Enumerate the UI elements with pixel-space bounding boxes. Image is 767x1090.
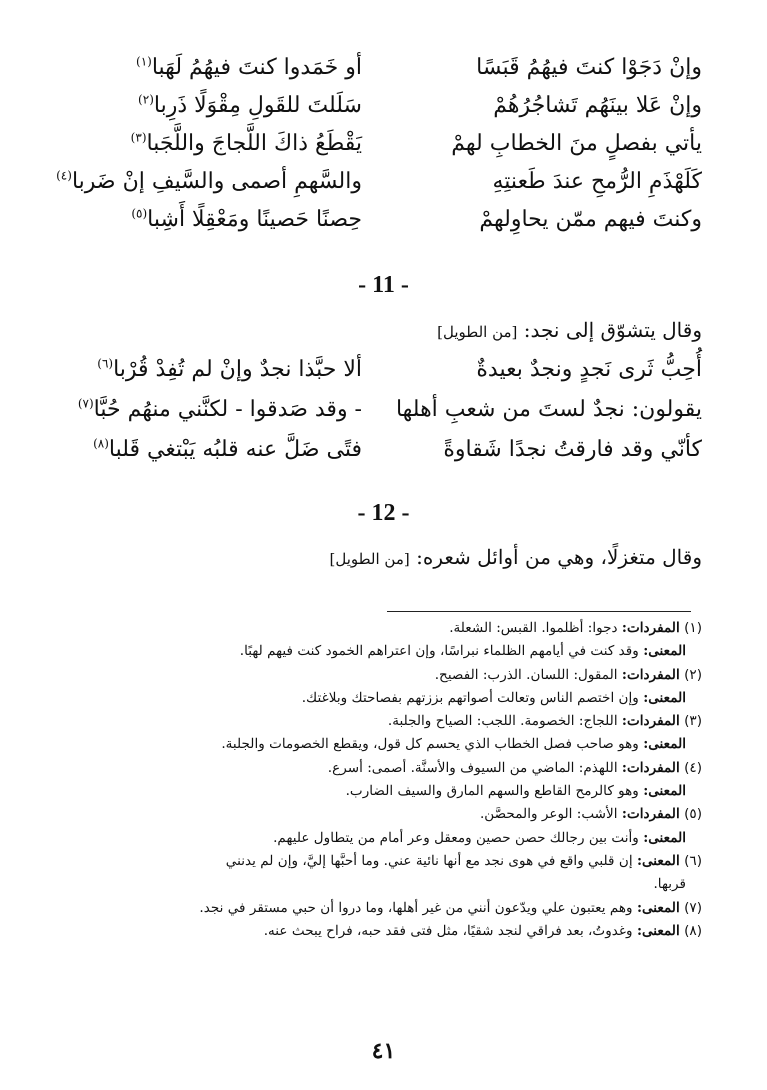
footnote: المعنى: وهو صاحب فصل الخطاب الذي يحسم كل قول، ويقطع الخصومات والجلبة. xyxy=(221,736,686,753)
verse-second-hemistich: ألا حبَّذا نجدٌ وإنْ لم تُفِدْ قُرْبا$^{(٦)}$ xyxy=(97,356,362,382)
footnote: (١) المفردات: دجوا: أظلموا. القبس: الشعلة. xyxy=(449,620,702,636)
footnote: (٨) المعنى: وغدوتُ، بعد فراقي لنجد شقيًا، مثل فتى فقد حبه، فراح يبحث عنه. xyxy=(263,922,702,939)
footnote: المعنى: وقد كنت في أيامهم الظلماء نبراسًا، وإن اعتراهم الخمود كنت فيهم لهبًا. xyxy=(239,643,686,660)
verse xyxy=(56,162,702,202)
verse xyxy=(62,86,702,126)
verse xyxy=(62,200,702,240)
footnote: المعنى: وأنت بين رجالك حصن حصين ومعقل وعر أمام من يتطاول عليهم. xyxy=(273,829,686,846)
page-number: ٤١ xyxy=(371,1038,396,1064)
verse xyxy=(62,48,702,88)
footnote-marker: (٨) xyxy=(93,436,109,451)
verse-first-hemistich: يأتي بفصلٍ منَ الخطابِ لهمْ xyxy=(451,131,702,156)
verse-second-hemistich: سَلَلتَ للقَولِ مِقْوَلًا ذَرِبا$^{(٢)}$ xyxy=(138,92,362,118)
footnote: (٦) المعنى: إن قلبي واقع في هوى نجد مع أنها نائية عني. وما أحبَّها إليَّ، وإن لم يدنني xyxy=(225,852,702,869)
footnote-marker: (٢) xyxy=(138,92,154,107)
footnote: (٧) المعنى: وهم يعتبون علي ويدّعون أنني من غير أهلها، وما دروا أن حبي مستقر في نجد. xyxy=(199,899,702,916)
footnote-divider xyxy=(387,611,691,612)
verse-first-hemistich: أُحِبُّ ثَرى نَجدٍ ونجدٌ بعيدةٌ xyxy=(476,357,702,382)
footnote: (٢) المفردات: المقول: اللسان. الذرب: الفصيح. xyxy=(434,666,702,683)
verse-first-hemistich: وإنْ دَجَوْا كنتَ فيهُمُ قَبَسًا xyxy=(476,55,702,80)
verse-second-hemistich: حِصنًا حَصينًا ومَعْقِلًا أَشِبا$^{(٥)}$ xyxy=(131,206,362,232)
footnote: قربها. xyxy=(653,876,686,893)
footnote: (٤) المفردات: اللهذم: الماضي من السيوف والأسنَّة. أصمى: أسرع. xyxy=(327,759,702,776)
verse-second-hemistich: - وقد صَدقوا - لكنَّني منهُم حُبَّا$^{(٧)}$ xyxy=(77,396,362,422)
footnote-marker: (١) xyxy=(136,54,152,69)
footnote: (٥) المفردات: الأشب: الوعر والمحصَّن. xyxy=(479,806,702,823)
footnote: المعنى: وهو كالرمح القاطع والسهم المارق والسيف الضارب. xyxy=(345,783,686,800)
footnote: المعنى: وإن اختصم الناس وتعالت أصواتهم بززتهم بفصاحتك وبلاغتك. xyxy=(301,689,686,706)
meter-label: [من الطويل] xyxy=(437,323,518,341)
footnote: (٣) المفردات: اللجاج: الخصومة. اللجب: الصياح والجلبة. xyxy=(387,713,702,730)
footnote-marker: (٤) xyxy=(56,168,72,183)
section-number-12: - 12 - xyxy=(357,500,410,526)
verse-first-hemistich: يقولون: نجدٌ لستَ من شعبِ أهلها xyxy=(395,397,702,422)
verse-second-hemistich: أو خَمَدوا كنتَ فيهُمُ لَهَبا$^{(١)}$ xyxy=(136,54,362,80)
verse-first-hemistich: وكنتَ فيهم ممّن يحاوِلهمْ xyxy=(479,207,702,232)
meter-label: [من الطويل] xyxy=(329,550,410,568)
verse-first-hemistich: كأنّي وقد فارقتُ نجدًا شَقاوةً xyxy=(443,437,702,462)
footnote-marker: (٣) xyxy=(130,130,147,145)
section-number-11: - 11 - xyxy=(358,272,409,298)
verse-first-hemistich: كَلَهْذَمِ الرُّمحِ عندَ طَعنتِهِ xyxy=(492,169,702,194)
verse xyxy=(62,124,702,164)
verse xyxy=(62,390,702,430)
verse-second-hemistich: والسَّهمِ أصمى والسَّيفِ إنْ ضَربا$^{(٤)}$ xyxy=(56,168,362,194)
verse xyxy=(62,430,702,470)
verse-second-hemistich: فتًى ضَلَّ عنه قلبُه يَبْتغي قَلبا$^{(٨)}$ xyxy=(93,436,362,462)
poem-intro-11: وقال يتشوّق إلى نجد: [من الطويل] xyxy=(437,318,702,342)
verse xyxy=(62,350,702,390)
footnote-marker: (٦) xyxy=(97,356,114,371)
verse-first-hemistich: وإنْ عَلا بينَهُم تَشاجُرُهُمْ xyxy=(493,93,702,118)
poem-intro-12: وقال متغزلًا، وهي من أوائل شعره: [من الطويل] xyxy=(329,545,702,569)
footnote-marker: (٥) xyxy=(131,206,148,221)
verse-second-hemistich: يَقْطَعُ ذاكَ اللَّجاجَ واللَّجَبا$^{(٣)}$ xyxy=(130,130,362,156)
footnote-marker: (٧) xyxy=(77,396,94,411)
footnotes xyxy=(62,617,702,943)
